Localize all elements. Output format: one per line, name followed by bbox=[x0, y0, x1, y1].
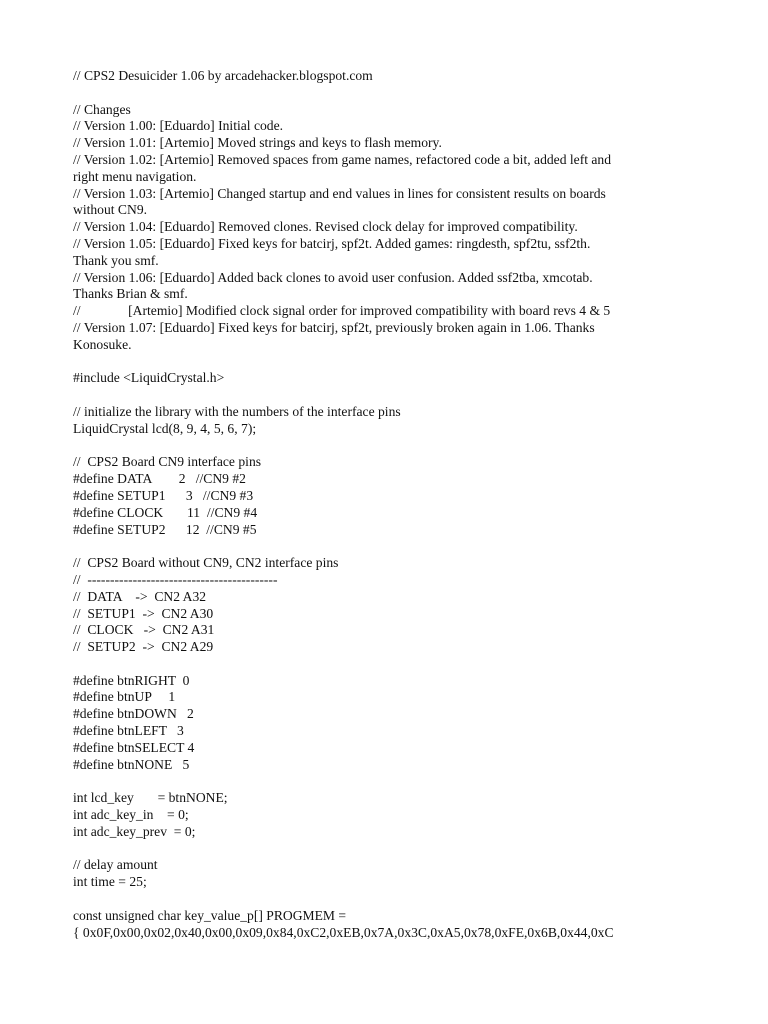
text-line: #define btnNONE 5 bbox=[73, 756, 190, 772]
text-line: // initialize the library with the numbers of the interface pins bbox=[73, 403, 401, 419]
blank-line bbox=[73, 773, 703, 790]
text-line: #define btnRIGHT 0 bbox=[73, 672, 190, 688]
text-line: #define btnLEFT 3 bbox=[73, 723, 184, 739]
text-line: // CPS2 Board CN9 interface pins bbox=[73, 454, 262, 470]
text-line: #define btnDOWN 2 bbox=[73, 706, 194, 722]
text-line: // ------------------------------------------ bbox=[73, 571, 278, 587]
text-line: // CPS2 Board without CN9, CN2 interface pins bbox=[73, 555, 339, 571]
text-line: int lcd_key = btnNONE; bbox=[73, 790, 228, 806]
text-line: #define CLOCK 11 //CN9 #4 bbox=[73, 504, 258, 520]
text-line: #define SETUP1 3 //CN9 #3 bbox=[73, 487, 254, 503]
text-line: // Version 1.01: [Artemio] Moved strings and keys to flash memory. bbox=[73, 135, 442, 151]
text-line: // Version 1.00: [Eduardo] Initial code. bbox=[73, 118, 284, 134]
text-line: #define SETUP2 12 //CN9 #5 bbox=[73, 521, 257, 537]
text-line: const unsigned char key_value_p[] PROGMEM = bbox=[73, 907, 347, 923]
text-line: without CN9. bbox=[73, 202, 148, 218]
text-line: // DATA -> CN2 A32 bbox=[73, 588, 207, 604]
text-line: // delay amount bbox=[73, 857, 158, 873]
text-line: // Version 1.03: [Artemio] Changed startup and end values in lines for consistent results on boards bbox=[73, 185, 606, 201]
blank-line bbox=[73, 354, 703, 371]
text-line: #define DATA 2 //CN9 #2 bbox=[73, 471, 246, 487]
blank-line bbox=[73, 538, 703, 555]
text-line: // Version 1.02: [Artemio] Removed spaces from game names, refactored code a bit, added left and bbox=[73, 151, 612, 167]
text-line: // CLOCK -> CN2 A31 bbox=[73, 622, 215, 638]
text-line: // SETUP1 -> CN2 A30 bbox=[73, 605, 214, 621]
text-line: int adc_key_prev = 0; bbox=[73, 823, 196, 839]
document-body bbox=[73, 68, 703, 941]
text-line: // Version 1.05: [Eduardo] Fixed keys for batcirj, spf2t. Added games: ringdesth, spf2tu, ssf2th. bbox=[73, 235, 591, 251]
blank-line bbox=[73, 438, 703, 455]
blank-line bbox=[73, 85, 703, 102]
text-line: LiquidCrystal lcd(8, 9, 4, 5, 6, 7); bbox=[73, 420, 257, 436]
blank-line bbox=[73, 891, 703, 908]
text-line: Thanks Brian & smf. bbox=[73, 286, 188, 302]
text-line: { 0x0F,0x00,0x02,0x40,0x00,0x09,0x84,0xC2,0xEB,0x7A,0x3C,0xA5,0x78,0xFE,0x6B,0x44,0xC bbox=[73, 924, 614, 940]
text-line: Konosuke. bbox=[73, 336, 132, 352]
text-line: #include <LiquidCrystal.h> bbox=[73, 370, 225, 386]
text-line: // CPS2 Desuicider 1.06 by arcadehacker.blogspot.com bbox=[73, 68, 373, 83]
text-line: // Version 1.07: [Eduardo] Fixed keys for batcirj, spf2t, previously broken again in 1.06. Thanks bbox=[73, 319, 595, 335]
text-line: #define btnUP 1 bbox=[73, 689, 176, 705]
blank-line bbox=[73, 387, 703, 404]
text-line: // Version 1.06: [Eduardo] Added back clones to avoid user confusion. Added ssf2tba, xmcotab. bbox=[73, 269, 593, 285]
text-line: int time = 25; bbox=[73, 874, 147, 890]
text-line: Thank you smf. bbox=[73, 252, 159, 268]
blank-line bbox=[73, 656, 703, 673]
text-line: right menu navigation. bbox=[73, 168, 197, 184]
text-line: #define btnSELECT 4 bbox=[73, 739, 195, 755]
text-line: // Version 1.04: [Eduardo] Removed clones. Revised clock delay for improved compatibility. bbox=[73, 219, 578, 235]
text-line: // Changes bbox=[73, 101, 131, 117]
text-line: int adc_key_in = 0; bbox=[73, 807, 189, 823]
text-line: // [Artemio] Modified clock signal order for improved compatibility with board revs 4 & 5 bbox=[73, 303, 611, 319]
blank-line bbox=[73, 841, 703, 858]
text-line: // SETUP2 -> CN2 A29 bbox=[73, 639, 214, 655]
